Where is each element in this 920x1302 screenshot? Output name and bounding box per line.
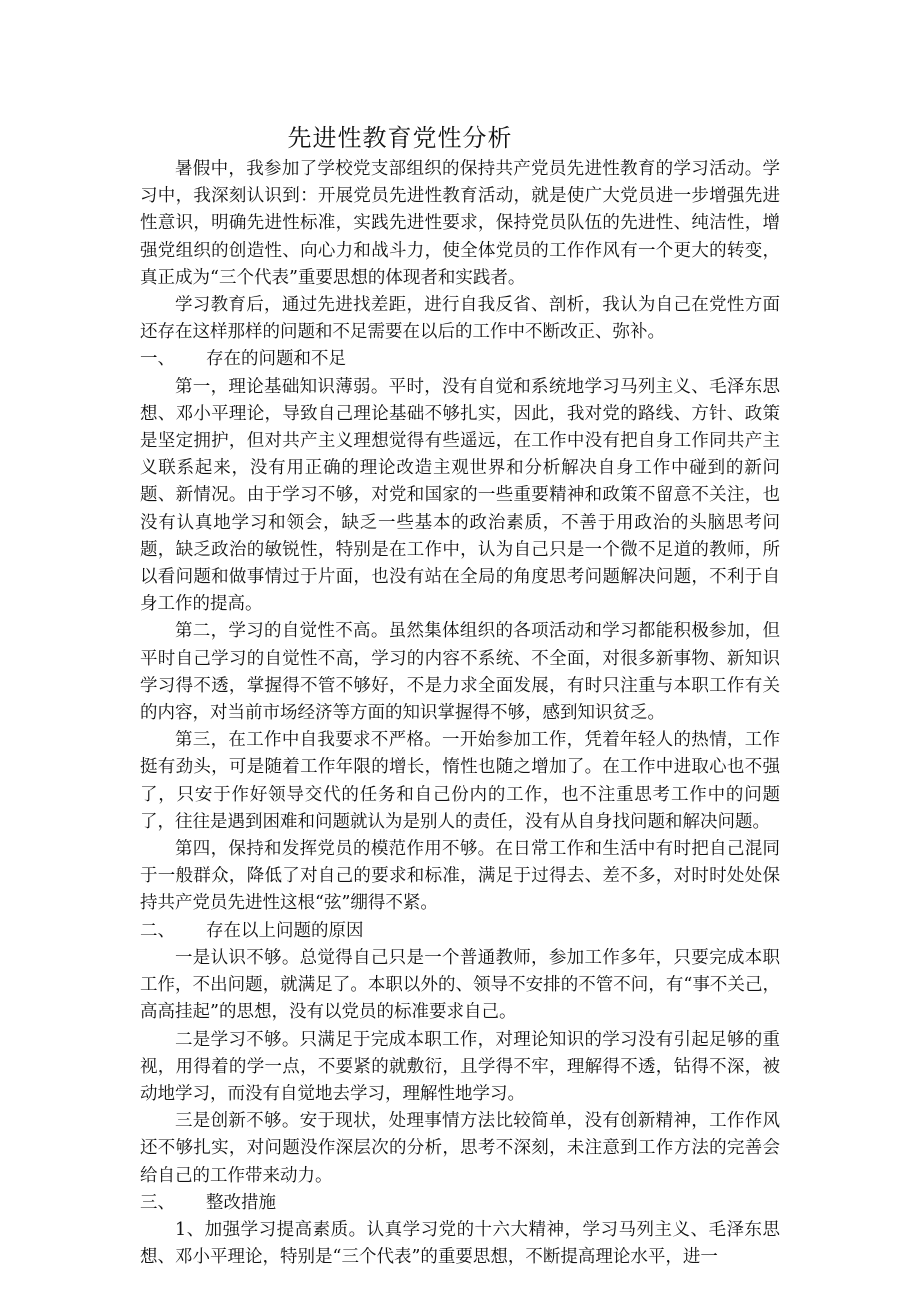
paragraph: 第一，理论基础知识薄弱。平时，没有自觉和系统地学习马列主义、毛泽东思想、邓小平理论，导致自己理论基础不够扎实，因此，我对党的路线、方针、政策是坚定拥护，但对共产主义理想觉得有些遥远，在工作中没有把自身工作同共产主义联系起来，没有用正确的理论改造主观世界和分析解决自身工作中碰到的新问题、新情况。由于学习不够，对党和国家的一些重要精神和政策不留意不关注，也没有认真地学习和领会，缺乏一些基本的政治素质，不善于用政治的头脑思考问题，缺乏政治的敏锐性，特别是在工作中，认为自己只是一个微不足道的教师，所以看问题和做事情过于片面，也没有站在全局的角度思考问题解决问题，不利于自身工作的提高。 — [140, 376, 780, 615]
section-heading-text: 存在以上问题的原因 — [206, 920, 364, 941]
paragraph: 三是创新不够。安于现状，处理事情方法比较简单，没有创新精神，工作作风还不够扎实，对问题没作深层次的分析，思考不深刻，未注意到工作方法的完善会给自己的工作带来动力。 — [140, 1111, 780, 1186]
paragraph: 学习教育后，通过先进找差距，进行自我反省、剖析，我认为自己在党性方面还存在这样那样的问题和不足需要在以后的工作中不断改正、弥补。 — [140, 295, 780, 343]
section-number: 一、 — [140, 349, 175, 370]
section-heading-text: 存在的问题和不足 — [206, 349, 346, 370]
paragraph: 二是学习不够。只满足于完成本职工作，对理论知识的学习没有引起足够的重视，用得着的学一点，不要紧的就敷衍，且学得不牢，理解得不透，钻得不深，被动地学习，而没有自觉地去学习，理解性地学习。 — [140, 1029, 780, 1104]
section-heading-text: 整改措施 — [206, 1192, 276, 1213]
paragraph: 暑假中，我参加了学校党支部组织的保持共产党员先进性教育的学习活动。学习中，我深刻认识到：开展党员先进性教育活动，就是使广大党员进一步增强先进性意识，明确先进性标准，实践先进性要求，保持党员队伍的先进性、纯洁性，增强党组织的创造性、向心力和战斗力，使全体党员的工作作风有一个更大的转变，真正成为“三个代表”重要思想的体现者和实践者。 — [140, 159, 780, 288]
section-heading — [140, 918, 780, 945]
section-heading — [140, 1190, 780, 1217]
paragraph: 第三，在工作中自我要求不严格。一开始参加工作，凭着年轻人的热情，工作挺有劲头，可是随着工作年限的增长，惰性也随之增加了。在工作中进取心也不强了，只安于作好领导交代的任务和自己份内的工作，也不注重思考工作中的问题了，往往是遇到困难和问题就认为是别人的责任，没有从自身找问题和解决问题。 — [140, 730, 780, 832]
section-number: 三、 — [140, 1192, 175, 1213]
paragraph: 第四，保持和发挥党员的模范作用不够。在日常工作和生活中有时把自己混同于一般群众，降低了对自己的要求和标准，满足于过得去、差不多，对时时处处保持共产党员先进性这根“弦”绷得不紧。 — [140, 839, 780, 914]
paragraph: 1、加强学习提高素质。认真学习党的十六大精神，学习马列主义、毛泽东思想、邓小平理论，特别是“三个代表”的重要思想，不断提高理论水平，进一 — [140, 1219, 780, 1268]
paragraph: 第二，学习的自觉性不高。虽然集体组织的各项活动和学习都能积极参加，但平时自己学习的自觉性不高，学习的内容不系统、不全面，对很多新事物、新知识学习得不透，掌握得不管不够好，不是力求全面发展，有时只注重与本职工作有关的内容，对当前市场经济等方面的知识掌握得不够，感到知识贫乏。 — [140, 621, 780, 724]
section-number: 二、 — [140, 920, 175, 941]
document-body — [140, 156, 780, 1271]
paragraph: 一是认识不够。总觉得自己只是一个普通教师，参加工作多年，只要完成本职工作，不出问题，就满足了。本职以外的、领导不安排的不管不问，有“事不关己，高高挂起”的思想，没有以党员的标准要求自己。 — [140, 947, 780, 1023]
document-title: 先进性教育党性分析 — [287, 124, 513, 152]
section-heading — [140, 346, 780, 373]
